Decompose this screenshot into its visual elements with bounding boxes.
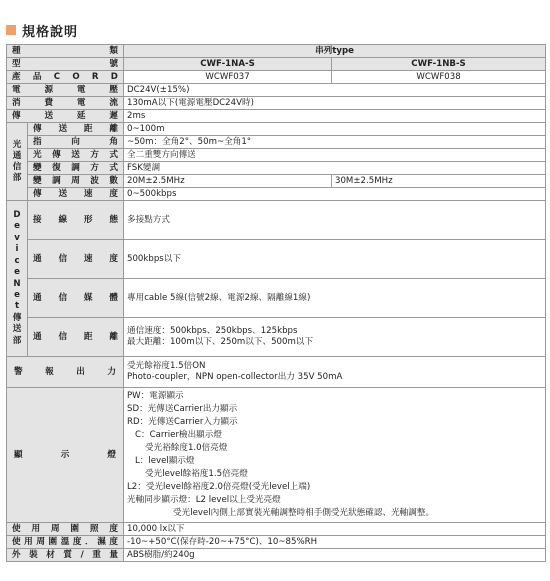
row-temp (7, 536, 546, 549)
row-alarm (7, 357, 546, 388)
spec-table (6, 44, 546, 562)
current-label: 消 費 電 流 (7, 97, 124, 110)
cord-label: 產 品 C O R D (7, 71, 124, 84)
display-line-l: L：level顯示燈 (135, 456, 195, 466)
row-modulation (7, 162, 546, 175)
comm-distance-label: 通 信 距 離 (28, 318, 124, 357)
delay-value: 2ms (124, 110, 546, 123)
section-heading (6, 22, 78, 38)
optical-group-label: 光 通 信 部 (7, 123, 28, 201)
display-line-sync: 光軸同步顯示燈：L2 level以上受光亮燈 (127, 495, 281, 505)
display-line-pw: PW：電源顯示 (127, 391, 184, 401)
row-cord (7, 71, 546, 84)
illum-value: 10,000 lx以下 (124, 523, 546, 536)
row-delay (7, 110, 546, 123)
wiring-label: 接 線 形 態 (28, 201, 124, 240)
alarm-line-1: 受光餘裕度1.5倍ON (127, 361, 206, 371)
row-freq (7, 175, 546, 188)
row-comm-distance (7, 318, 546, 357)
cord-b: WCWF038 (332, 71, 546, 84)
speed-label: 傳 送 速 度 (28, 188, 124, 201)
row-display (7, 388, 546, 523)
angle-label: 指 向 角 (28, 136, 124, 149)
row-voltage (7, 84, 546, 97)
heading-title: 規格說明 (22, 24, 79, 40)
temp-value: -10~+50°C(保存時-20~+75°C)、10~85%RH (124, 536, 546, 549)
medium-label: 通 信 媒 體 (28, 279, 124, 318)
type-label-text: 種 類 (12, 45, 118, 56)
temp-label: 使 用 周 圍 溫 度 ． 濕 度 (7, 536, 124, 549)
voltage-value: DC24V(±15%) (124, 84, 546, 97)
material-value: ABS樹脂/約240g (124, 549, 546, 562)
current-value: 130mA以下(電源電壓DC24V時) (124, 97, 546, 110)
display-line-l2: L2：受光level餘裕度2.0倍亮燈(受光level上端) (127, 482, 311, 492)
cord-a: WCWF037 (124, 71, 332, 84)
comm-speed-value: 500kbps以下 (124, 240, 546, 279)
row-current (7, 97, 546, 110)
display-line-sd: SD：光傳送Carrier出力顯示 (127, 404, 238, 414)
row-mode (7, 149, 546, 162)
voltage-label: 電 源 電 壓 (7, 84, 124, 97)
type-label (7, 45, 124, 58)
modulation-value: FSK變調 (124, 162, 546, 175)
display-line-c-detail: 受光裕餘度1.0倍亮燈 (145, 443, 228, 453)
freq-label: 變 調 周 波 數 (28, 175, 124, 188)
freq-b: 30M±2.5MHz (332, 175, 546, 188)
angle-value: ~50m：全角2°、50m~全角1° (124, 136, 546, 149)
mode-value: 全二重雙方向傳送 (124, 149, 546, 162)
display-line-note: 受光level內側上部實裝光軸調整時相手側受光狀態確認、光軸調整。 (173, 508, 435, 518)
distance-value: 0~100m (124, 123, 546, 136)
row-type (7, 45, 546, 58)
heading-marker-icon (6, 25, 16, 35)
type-value: 串列type (124, 45, 546, 58)
distance-label: 傳 送 距 離 (28, 123, 124, 136)
display-value (124, 388, 546, 523)
row-comm-speed (7, 240, 546, 279)
row-distance (7, 123, 546, 136)
illum-label: 使 用 周 圍 照 度 (7, 523, 124, 536)
model-b: CWF-1NB-S (332, 58, 546, 71)
wiring-value: 多接點方式 (124, 201, 546, 240)
row-illum (7, 523, 546, 536)
comm-speed-label: 通 信 速 度 (28, 240, 124, 279)
comm-distance-value (124, 318, 546, 357)
medium-value: 專用cable 5線(信號2線、電源2線、隔離線1線) (124, 279, 546, 318)
model-label: 型 號 (7, 58, 124, 71)
display-label: 顯 示 燈 (7, 388, 124, 523)
row-angle (7, 136, 546, 149)
alarm-line-2: Photo-coupler，NPN open-collector出力 35V 50mA (127, 372, 343, 382)
row-model (7, 58, 546, 71)
display-line-c: C：Carrier檢出顯示燈 (135, 430, 222, 440)
mode-label: 光 傳 送 方 式 (28, 149, 124, 162)
alarm-value (124, 357, 546, 388)
delay-label: 傳 送 延 遲 (7, 110, 124, 123)
speed-value: 0~500kbps (124, 188, 546, 201)
modulation-label: 變 復 調 方 式 (28, 162, 124, 175)
display-line-l-detail: 受光level餘裕度1.5倍亮燈 (145, 469, 248, 479)
alarm-label: 警 報 出 力 (7, 357, 124, 388)
model-a: CWF-1NA-S (124, 58, 332, 71)
row-medium (7, 279, 546, 318)
comm-distance-line-2: 最大距離：100m以下、250m以下、500m以下 (127, 337, 314, 347)
row-wiring (7, 201, 546, 240)
material-label: 外 裝 材 質 / 重 量 (7, 549, 124, 562)
comm-distance-line-1: 通信速度：500kbps、250kbps、125kbps (127, 326, 298, 336)
row-speed (7, 188, 546, 201)
freq-a: 20M±2.5MHz (124, 175, 332, 188)
row-material (7, 549, 546, 562)
display-line-rd: RD：光傳送Carrier入力顯示 (127, 417, 238, 427)
devicenet-group-label: D e v i c e N e t 傳 送 部 (7, 201, 28, 357)
